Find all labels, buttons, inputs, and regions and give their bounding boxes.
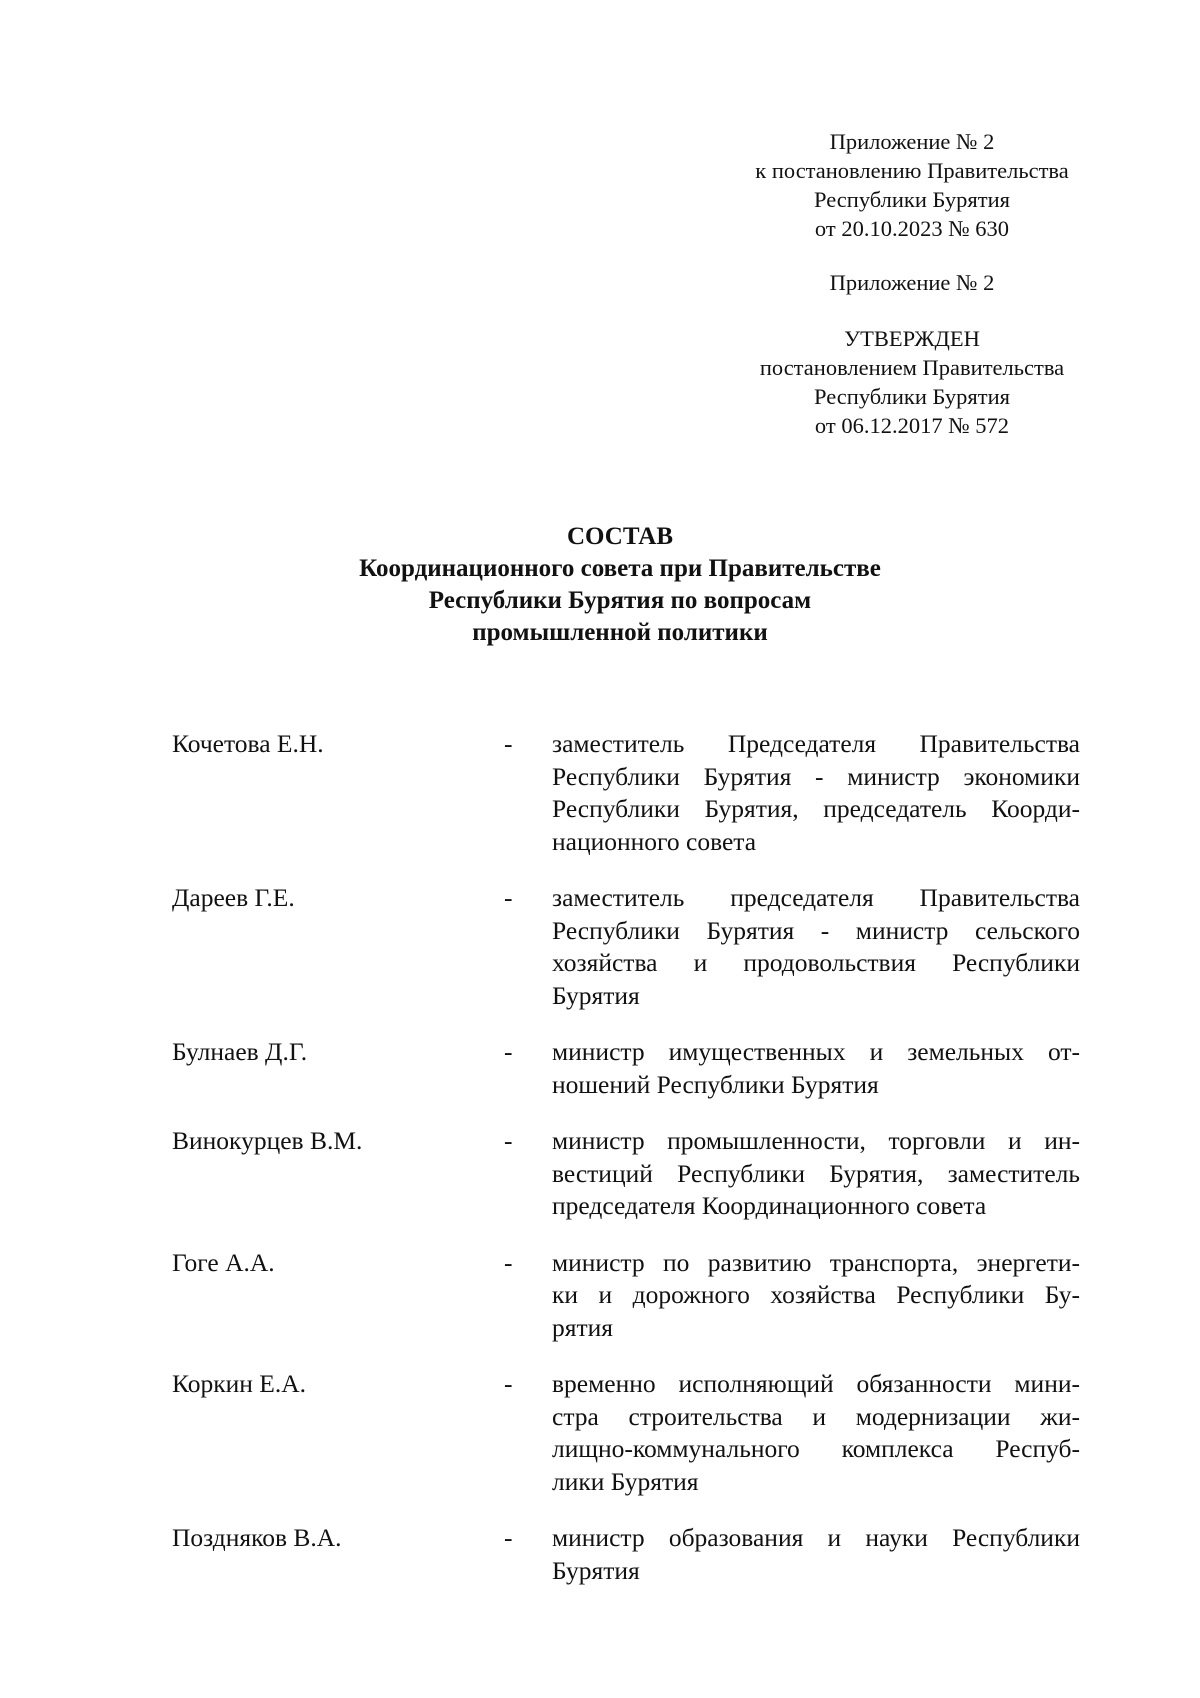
- approved-line: от 06.12.2017 № 572: [814, 413, 1010, 438]
- member-dash: -: [504, 883, 513, 912]
- member-role-line: министр по развитию транспорта, энергети-: [552, 1247, 1080, 1277]
- approved-block: [712, 324, 1112, 440]
- member-role-line: стра строительства и модернизации жи-: [552, 1401, 1080, 1431]
- member-role-line: временно исполняющий обязанности мини-: [552, 1369, 1080, 1398]
- appendix-current-line: Республики Бурятия: [814, 187, 1010, 212]
- member-dash: -: [504, 1369, 513, 1398]
- member-name: Поздняков В.А.: [172, 1523, 342, 1552]
- member-row: [172, 882, 1080, 1012]
- member-role-line: Республики Бурятия - министр сельского: [552, 915, 1080, 945]
- member-row: [172, 1247, 1080, 1345]
- member-role: [552, 1036, 1080, 1101]
- title-line: Координационного совета при Правительстве: [359, 555, 881, 582]
- member-dash: -: [504, 1037, 513, 1066]
- approved-line: УТВЕРЖДЕН: [844, 326, 980, 351]
- member-dash: -: [504, 1523, 513, 1552]
- approved-line: постановлением Правительства: [759, 355, 1065, 380]
- member-role-line: вестиций Республики Бурятия, заместитель: [552, 1158, 1080, 1188]
- member-name: Коркин Е.А.: [172, 1369, 307, 1398]
- member-role-line: хозяйства и продовольствия Республики: [552, 948, 1080, 977]
- member-role: [552, 728, 1080, 858]
- member-role-line: заместитель Председателя Правительства: [552, 729, 1080, 758]
- member-name: Гоге А.А.: [172, 1247, 275, 1277]
- member-role-line: ки и дорожного хозяйства Республики Бу-: [552, 1280, 1080, 1309]
- member-role-line: министр имущественных и земельных от-: [552, 1037, 1080, 1066]
- member-role: [552, 1125, 1080, 1223]
- member-role-line: заместитель председателя Правительства: [552, 883, 1080, 912]
- member-role: [552, 1247, 1080, 1345]
- member-dash: -: [504, 1126, 513, 1155]
- member-role: [552, 1368, 1080, 1498]
- member-role-line: национного совета: [552, 826, 757, 856]
- member-row: [172, 1036, 1080, 1101]
- member-role-line: лики Бурятия: [552, 1466, 699, 1496]
- document-title: [220, 521, 1020, 649]
- member-name: Дареев Г.Е.: [172, 883, 295, 912]
- member-role-line: Бурятия: [552, 980, 640, 1010]
- appendix-previous-label: [712, 268, 1112, 297]
- member-row: [172, 728, 1080, 858]
- member-name: Винокурцев В.М.: [172, 1126, 363, 1155]
- member-row: [172, 1125, 1080, 1223]
- approved-line: Республики Бурятия: [814, 384, 1010, 409]
- title-line: Республики Бурятия по вопросам: [428, 587, 812, 614]
- member-role-line: рятия: [552, 1312, 613, 1342]
- title-line: промышленной политики: [472, 619, 768, 646]
- member-role-line: лищно-коммунального комплекса Респуб-: [552, 1434, 1080, 1463]
- member-role: [552, 1522, 1080, 1587]
- appendix-current-line: Приложение № 2: [829, 129, 995, 154]
- appendix-current-line: от 20.10.2023 № 630: [814, 216, 1010, 241]
- member-row: [172, 1522, 1080, 1587]
- member-role-line: Республики Бурятия, председатель Коорди-: [552, 794, 1080, 823]
- member-dash: -: [504, 1247, 513, 1277]
- appendix-current-block: [712, 127, 1112, 243]
- appendix-previous-line: Приложение № 2: [829, 270, 995, 295]
- member-role-line: министр промышленности, торговли и ин-: [552, 1126, 1080, 1155]
- member-role-line: Республики Бурятия - министр экономики: [552, 761, 1080, 791]
- members-list: [172, 728, 1080, 1611]
- member-role-line: ношений Республики Бурятия: [552, 1069, 879, 1099]
- member-role: [552, 882, 1080, 1012]
- title-line: СОСТАВ: [566, 523, 674, 550]
- member-role-line: министр образования и науки Республики: [552, 1523, 1080, 1552]
- member-row: [172, 1368, 1080, 1498]
- member-dash: -: [504, 729, 513, 758]
- member-role-line: председателя Координационного совета: [552, 1191, 987, 1220]
- appendix-current-line: к постановлению Правительства: [755, 158, 1069, 183]
- member-name: Булнаев Д.Г.: [172, 1037, 308, 1066]
- member-name: Кочетова Е.Н.: [172, 729, 324, 758]
- member-role-line: Бурятия: [552, 1555, 640, 1585]
